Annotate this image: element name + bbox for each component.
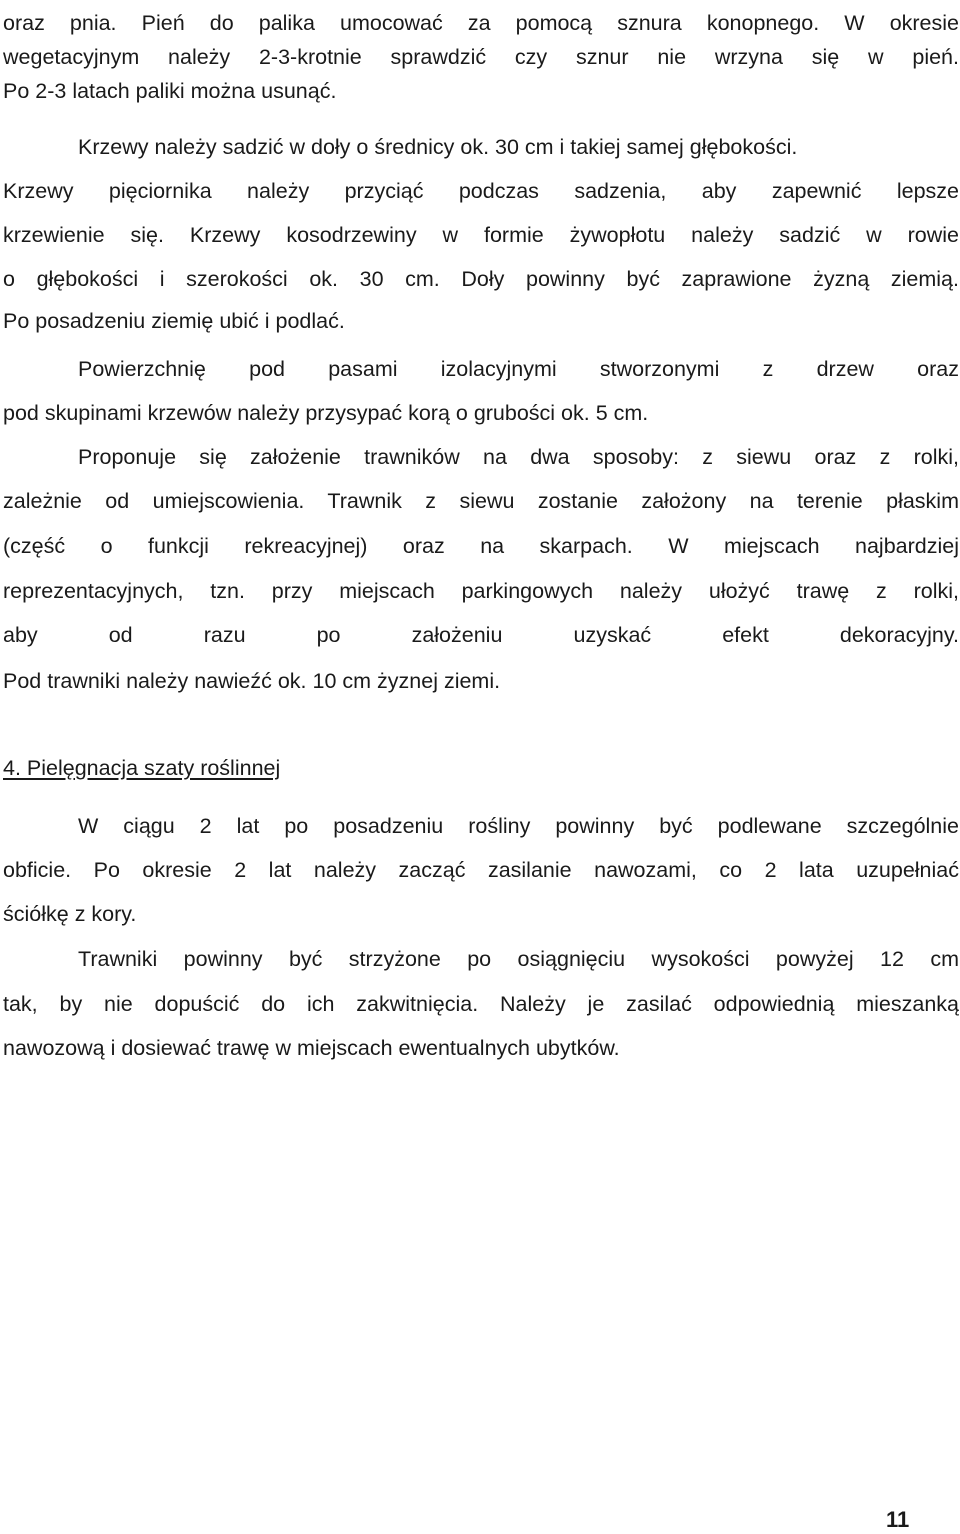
text-line: Krzewy pięciornika należy przyciąć podczas sadzenia, aby zapewnić lepsze (3, 179, 959, 203)
page-number: 11 (886, 1507, 910, 1532)
text-line: (część o funkcji rekreacyjnej) oraz na skarpach. W miejscach najbardziej (3, 534, 959, 558)
section-heading: 4. Pielęgnacja szaty roślinnej (3, 756, 281, 780)
text-line: Po 2-3 latach paliki można usunąć. (3, 79, 337, 103)
text-line: nawozową i dosiewać trawę w miejscach ewentualnych ubytków. (3, 1036, 620, 1060)
text-line: Po posadzeniu ziemię ubić i podlać. (3, 309, 345, 333)
text-line: wegetacyjnym należy 2-3-krotnie sprawdzić czy sznur nie wrzyna się w pień. (3, 45, 959, 69)
text-line: reprezentacyjnych, tzn. przy miejscach parkingowych należy ułożyć trawę z rolki, (3, 579, 959, 603)
text-line: ściółkę z kory. (3, 902, 137, 926)
text-line: obficie. Po okresie 2 lat należy zacząć zasilanie nawozami, co 2 lata uzupełniać (3, 858, 959, 882)
text-line: tak, by nie dopuścić do ich zakwitnięcia. Należy je zasilać odpowiednią mieszanką (3, 992, 959, 1016)
text-line: o głębokości i szerokości ok. 30 cm. Doły powinny być zaprawione żyzną ziemią. (3, 267, 959, 291)
text-line: krzewienie się. Krzewy kosodrzewiny w formie żywopłotu należy sadzić w rowie (3, 223, 959, 247)
text-line: aby od razu po założeniu uzyskać efekt dekoracyjny. (3, 623, 959, 647)
text-line: Pod trawniki należy nawieźć ok. 10 cm żyznej ziemi. (3, 669, 501, 693)
text-line: Trawniki powinny być strzyżone po osiągnięciu wysokości powyżej 12 cm (78, 947, 959, 971)
text-line: Powierzchnię pod pasami izolacyjnymi stworzonymi z drzew oraz (78, 357, 959, 381)
text-line: zależnie od umiejscowienia. Trawnik z siewu zostanie założony na terenie płaskim (3, 489, 959, 513)
text-line: pod skupinami krzewów należy przysypać korą o grubości ok. 5 cm. (3, 401, 649, 425)
text-line: oraz pnia. Pień do palika umocować za pomocą sznura konopnego. W okresie (3, 11, 959, 35)
text-line: W ciągu 2 lat po posadzeniu rośliny powinny być podlewane szczególnie (78, 814, 959, 838)
text-line: Proponuje się założenie trawników na dwa sposoby: z siewu oraz z rolki, (78, 445, 959, 469)
text-line: Krzewy należy sadzić w doły o średnicy ok. 30 cm i takiej samej głębokości. (78, 135, 798, 159)
